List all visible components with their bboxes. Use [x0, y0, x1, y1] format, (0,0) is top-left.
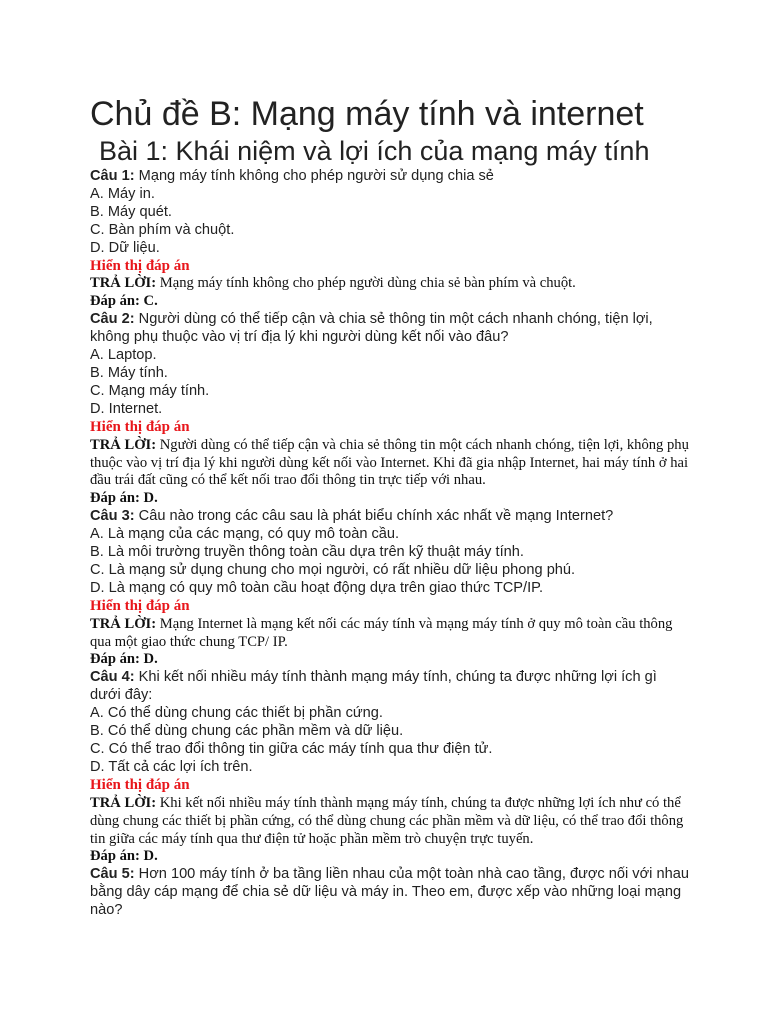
- option-d: D. Tất cả các lợi ích trên.: [90, 758, 253, 775]
- page-title: Chủ đề B: Mạng máy tính và internet: [90, 95, 644, 133]
- option-b: B. Là môi trường truyền thông toàn cầu dựa trên kỹ thuật máy tính.: [90, 544, 524, 561]
- option-a: A. Là mạng của các mạng, có quy mô toàn cầu.: [90, 526, 400, 543]
- option-b: B. Máy tính.: [90, 364, 168, 381]
- answer-text: TRẢ LỜI: Mạng Internet là mạng kết nối các máy tính và mạng máy tính ở quy mô toàn cầu thông qua một giao thức chung TCP/ IP.: [90, 615, 673, 650]
- option-d: D. Là mạng có quy mô toàn cầu hoạt động dựa trên giao thức TCP/IP.: [90, 579, 544, 596]
- question-number: Câu 3:: [90, 508, 135, 525]
- answer-key: Đáp án: C.: [90, 293, 158, 310]
- option-c: C. Mạng máy tính.: [90, 382, 210, 399]
- answer-key: Đáp án: D.: [90, 651, 158, 668]
- option-d: D. Dữ liệu.: [90, 239, 160, 256]
- answer-key: Đáp án: D.: [90, 490, 158, 507]
- show-answer-link[interactable]: Hiển thị đáp án: [90, 418, 190, 435]
- question-number: Câu 4:: [90, 669, 135, 686]
- question-text: Câu 2: Người dùng có thể tiếp cận và chia sẻ thông tin một cách nhanh chóng, tiện lợi, không phụ thuộc vào vị trí địa lý khi người dùng kết nối vào đâu?: [90, 311, 653, 346]
- question-number: Câu 1:: [90, 168, 135, 184]
- question-number: Câu 2:: [90, 311, 135, 328]
- answer-text: TRẢ LỜI: Mạng máy tính không cho phép người dùng chia sẻ bàn phím và chuột.: [90, 275, 576, 292]
- answer-text: TRẢ LỜI: Người dùng có thể tiếp cận và chia sẻ thông tin một cách nhanh chóng, tiện lợi, không phụ thuộc vào vị trí địa lý khi người dùng kết nối vào Internet. Khi đã gia nhập Internet, hai máy tính ở hai đầu trái đất cũng có thể kết nối trao đổi thông tin trực tiếp với nhau.: [90, 436, 689, 489]
- option-d: D. Internet.: [90, 400, 163, 417]
- question-block: [90, 311, 690, 508]
- show-answer-link[interactable]: Hiển thị đáp án: [90, 776, 190, 793]
- question-block: [90, 866, 690, 920]
- option-c: C. Là mạng sử dụng chung cho mọi người, có rất nhiều dữ liệu phong phú.: [90, 561, 576, 578]
- option-c: C. Bàn phím và chuột.: [90, 221, 235, 238]
- show-answer-link[interactable]: Hiển thị đáp án: [90, 597, 190, 614]
- question-text: Câu 4: Khi kết nối nhiều máy tính thành mạng máy tính, chúng ta được những lợi ích gì dưới đây:: [90, 669, 657, 704]
- option-a: A. Laptop.: [90, 347, 157, 364]
- question-block: [90, 508, 690, 669]
- option-a: A. Máy in.: [90, 185, 155, 202]
- question-block: [90, 669, 690, 866]
- document-content: [90, 94, 690, 920]
- option-b: B. Có thể dùng chung các phần mềm và dữ liệu.: [90, 723, 404, 740]
- question-text: Câu 5: Hơn 100 máy tính ở ba tầng liền nhau của một toàn nhà cao tầng, được nối với nhau bằng dây cáp mạng để chia sẻ dữ liệu và máy in. Theo em, được xếp vào những loại mạng nào?: [90, 866, 689, 919]
- answer-text: TRẢ LỜI: Khi kết nối nhiều máy tính thành mạng máy tính, chúng ta được những lợi ích như có thể dùng chung các thiết bị phần cứng, có thể dùng chung các phần mềm và dữ liệu, có thể trao đổi thông tin giữa các máy tính qua thư điện tử hoặc phần mềm trò chuyện trực tuyến.: [90, 794, 684, 847]
- answer-key: Đáp án: D.: [90, 848, 158, 865]
- show-answer-link[interactable]: Hiển thị đáp án: [90, 257, 190, 274]
- option-c: C. Có thể trao đổi thông tin giữa các máy tính qua thư điện tử.: [90, 741, 493, 757]
- option-b: B. Máy quét.: [90, 203, 172, 220]
- question-text: Câu 3: Câu nào trong các câu sau là phát biểu chính xác nhất về mạng Internet?: [90, 508, 614, 525]
- lesson-subtitle: Bài 1: Khái niệm và lợi ích của mạng máy tính: [99, 136, 650, 166]
- option-a: A. Có thể dùng chung các thiết bị phần cứng.: [90, 705, 383, 722]
- question-number: Câu 5:: [90, 866, 135, 883]
- question-block: [90, 168, 690, 311]
- question-text: Câu 1: Mạng máy tính không cho phép người sử dụng chia sẻ: [90, 168, 494, 184]
